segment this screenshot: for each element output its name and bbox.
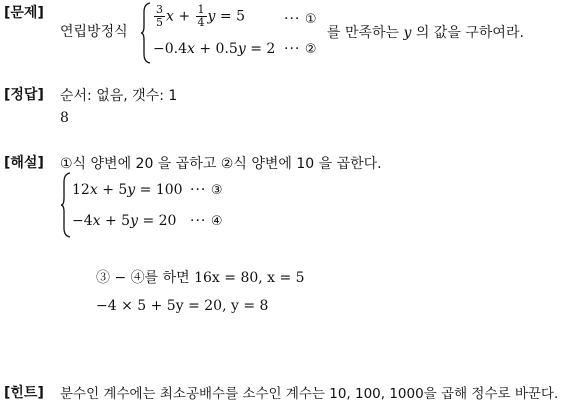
problem-tail: 를 만족하는 y 의 값을 구하여라. — [327, 25, 524, 41]
solution-step1: ③ − ④를 하면 16x = 80, x = 5 — [96, 270, 305, 286]
solution-step2: −4 × 5 + 5y = 20, y = 8 — [96, 298, 269, 314]
solution-line1: ①식 양변에 20 을 곱하고 ②식 양변에 10 을 곱한다. — [60, 156, 382, 172]
problem-eq1: $\frac{3}{5}$ x + $\frac{1}{4}$ y = 5 — [156, 3, 246, 29]
problem-lead: 연립방정식 — [60, 24, 128, 40]
solution-eq3-mark: ··· ③ — [190, 182, 223, 198]
solution-eq3: 12x + 5y = 100 — [72, 182, 183, 198]
fraction-3-5: $\frac{3}{5}$ — [156, 3, 163, 29]
hint-label: [힌트] — [4, 385, 44, 401]
problem-eq1-mark: ··· ① — [284, 11, 317, 27]
answer-label: [정답] — [4, 87, 44, 103]
problem-brace — [140, 2, 152, 64]
fraction-1-4: $\frac{1}{4}$ — [197, 3, 205, 29]
answer-meta: 순서: 없음, 갯수: 1 — [60, 88, 178, 104]
problem-label: [문제] — [4, 5, 44, 21]
hint-text: 분수인 계수에는 최소공배수를 소수인 계수는 10, 100, 1000을 곱해 정수로 바꾼다. — [60, 386, 559, 402]
solution-brace — [60, 172, 72, 238]
problem-eq2-mark: ··· ② — [284, 41, 317, 57]
solution-eq4-mark: ··· ④ — [190, 213, 223, 229]
solution-eq4: −4x + 5y = 20 — [72, 213, 177, 229]
answer-value: 8 — [60, 110, 69, 126]
solution-label: [해설] — [4, 155, 44, 171]
problem-eq2: −0.4x + 0.5y = 2 — [153, 41, 276, 57]
